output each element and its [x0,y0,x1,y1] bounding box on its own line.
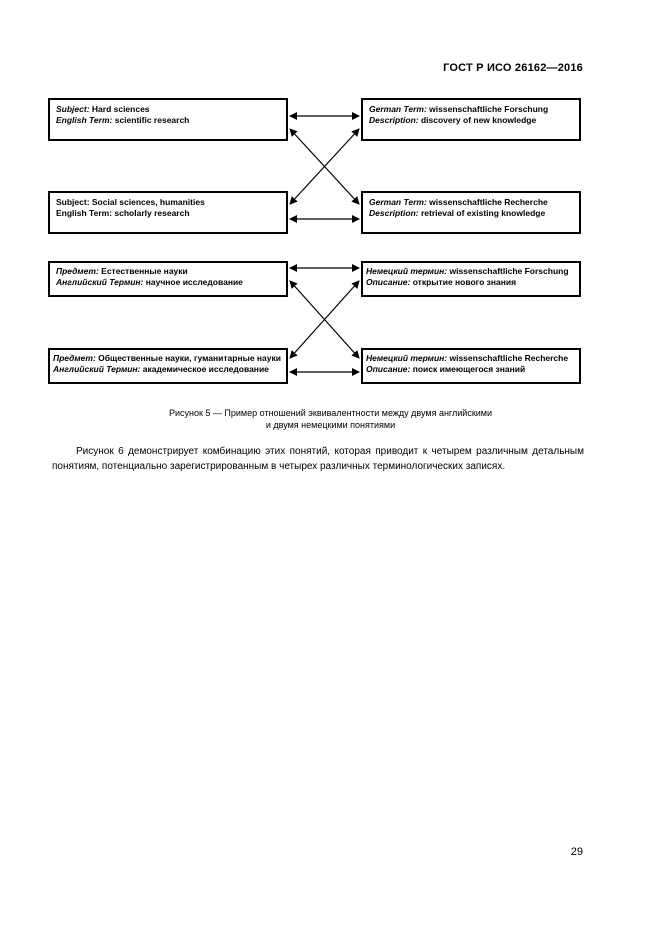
box-ru-subject-natural-sciences [48,261,288,297]
value: wissenschaftliche Recherche [447,353,569,363]
box-german-recherche [361,191,581,234]
label: Предмет: [56,266,99,276]
label: German Term: [369,197,427,207]
box-ru-german-recherche [361,348,581,384]
caption-line-2: и двумя немецкими понятиями [265,420,396,430]
value: retrieval of existing knowledge [418,208,546,218]
label: German Term: [369,104,427,114]
value: Общественные науки, гуманитарные науки [95,353,281,363]
box-ru-german-forschung [361,261,581,297]
page-number: 29 [570,846,583,858]
value: scientific research [112,115,190,125]
label: Описание: [366,364,411,374]
value: Social sciences, humanities [89,197,205,207]
label: Subject: [56,197,90,207]
value: академическое исследование [140,364,269,374]
label: Предмет: [53,353,96,363]
box-german-forschung [361,98,581,141]
label: Description: [369,115,419,125]
value: Естественные науки [98,266,188,276]
value: discovery of new knowledge [418,115,537,125]
label: Английский Термин: [56,277,144,287]
value: wissenschaftliche Recherche [426,197,548,207]
box-ru-subject-social-sciences [48,348,288,384]
figure-caption [0,407,661,431]
value: wissenschaftliche Forschung [426,104,549,114]
value: Hard sciences [89,104,150,114]
box-subject-social-sciences [48,191,288,234]
label: Немецкий термин: [366,353,448,363]
value: wissenschaftliche Forschung [447,266,569,276]
label: English Term: [56,115,113,125]
label: Описание: [366,277,411,287]
value: поиск имеющегося знаний [410,364,526,374]
value: научное исследование [143,277,243,287]
value: scholarly research [112,208,190,218]
box-subject-hard-sciences [48,98,288,141]
label: Английский Термин: [53,364,141,374]
value: открытие нового знания [410,277,517,287]
label: Description: [369,208,419,218]
label: Subject: [56,104,90,114]
equivalence-diagram [0,0,661,400]
label: English Term: [56,208,113,218]
caption-line-1: Рисунок 5 — Пример отношений эквивалентности между двумя английскими [168,408,492,418]
label: Немецкий термин: [366,266,448,276]
document-code: ГОСТ Р ИСО 26162—2016 [443,62,583,74]
body-paragraph: Рисунок 6 демонстрирует комбинацию этих понятий, которая приводит к четырем различным детальным понятиям, потенциально зарегистрированным в четырех различных терминологических записях. [52,446,584,472]
